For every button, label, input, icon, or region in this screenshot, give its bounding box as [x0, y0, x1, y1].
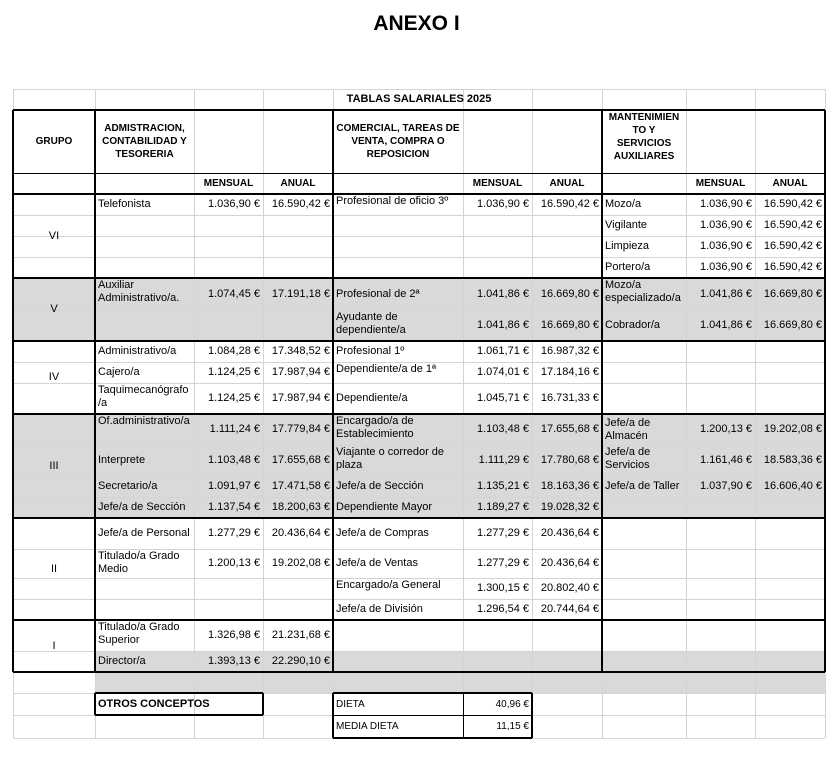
header-anual: ANUAL: [549, 178, 585, 189]
otros-conceptos-label: OTROS CONCEPTOS: [98, 697, 210, 710]
monthly-salary: 1.124,25 €: [208, 392, 260, 404]
monthly-salary: 1.074,45 €: [208, 287, 260, 300]
category-comercial: Viajante o corredor de plaza: [336, 446, 445, 471]
concepto-value: 40,96 €: [495, 698, 529, 710]
annual-salary: 17.987,94 €: [271, 366, 330, 378]
category-admin: Secretario/a: [98, 480, 158, 492]
annual-salary: 17.184,16 €: [540, 366, 599, 378]
rule: [94, 693, 96, 715]
monthly-salary: 1.036,90 €: [700, 219, 752, 231]
rule: [333, 737, 532, 739]
monthly-salary: 1.200,13 €: [700, 423, 752, 435]
category-admin: Jefe/a de Personal: [98, 527, 190, 539]
annual-salary: 16.590,42 €: [763, 198, 822, 210]
annual-salary: 16.669,80 €: [763, 319, 822, 331]
category-comercial: Ayudante de dependiente/a: [336, 311, 406, 336]
concepto-label: DIETA: [336, 698, 365, 710]
monthly-salary: 1.300,15 €: [477, 582, 529, 594]
rule: [332, 693, 334, 738]
monthly-salary: 1.277,29 €: [208, 527, 260, 539]
header-anual: ANUAL: [772, 178, 808, 189]
annual-salary: 20.744,64 €: [540, 603, 599, 615]
rule: [95, 714, 263, 716]
category-comercial: Encargado/a de Establecimiento: [336, 415, 414, 440]
header-anual: ANUAL: [280, 178, 316, 189]
monthly-salary: 1.296,54 €: [477, 603, 529, 615]
annual-salary: 17.655,68 €: [271, 454, 330, 466]
category-mant: Vigilante: [605, 219, 647, 231]
monthly-salary: 1.041,86 €: [700, 287, 752, 300]
category-mant: Mozo/a especializado/a: [605, 279, 681, 304]
category-comercial: Jefe/a de Sección: [336, 480, 424, 492]
monthly-salary: 1.326,98 €: [208, 629, 260, 641]
annual-salary: 17.655,68 €: [540, 423, 599, 435]
monthly-salary: 1.036,90 €: [208, 198, 260, 210]
header-mensual: MENSUAL: [472, 178, 523, 189]
group-label: III: [49, 459, 59, 472]
category-admin: Cajero/a: [98, 366, 140, 378]
rule: [13, 109, 825, 111]
group-label: I: [52, 639, 56, 652]
annual-salary: 16.590,42 €: [271, 198, 330, 210]
monthly-salary: 1.036,90 €: [477, 198, 529, 210]
header-comercial: COMERCIAL, TAREAS DE VENTA, COMPRA O REPOSICION: [336, 123, 460, 160]
annual-salary: 16.669,80 €: [540, 287, 599, 300]
rule: [13, 193, 825, 195]
rule: [13, 340, 825, 342]
rule: [332, 110, 334, 672]
category-admin: Titulado/a Grado Superior: [98, 621, 180, 646]
rule: [824, 110, 826, 672]
annual-salary: 17.471,58 €: [271, 480, 330, 492]
category-comercial: Profesional de 2ª: [336, 287, 420, 300]
rule: [13, 277, 825, 279]
category-comercial: Profesional 1º: [336, 345, 405, 357]
monthly-salary: 1.036,90 €: [700, 240, 752, 252]
category-admin: Of.administrativo/a: [98, 415, 190, 427]
group-label: IV: [48, 371, 60, 383]
annual-salary: 16.590,42 €: [763, 240, 822, 252]
annual-salary: 17.779,84 €: [271, 423, 330, 435]
monthly-salary: 1.277,29 €: [477, 557, 529, 569]
monthly-salary: 1.036,90 €: [700, 261, 752, 273]
annual-salary: 20.436,64 €: [271, 527, 330, 539]
monthly-salary: 1.277,29 €: [477, 527, 529, 539]
category-comercial: Jefe/a de División: [336, 603, 423, 615]
category-comercial: Dependiente/a de 1ª: [336, 363, 437, 375]
header-administracion: ADMISTRACION, CONTABILIDAD Y TESORERIA: [102, 123, 187, 160]
annual-salary: 17.780,68 €: [540, 454, 599, 466]
table-title: TABLAS SALARIALES 2025: [346, 93, 492, 105]
header-mantenimiento: MANTENIMIEN TO Y SERVICIOS AUXILIARES: [608, 112, 680, 162]
annual-salary: 19.028,32 €: [540, 501, 599, 513]
rule: [333, 715, 532, 716]
monthly-salary: 1.041,86 €: [477, 319, 529, 331]
category-comercial: Dependiente Mayor: [336, 501, 433, 513]
annual-salary: 20.436,64 €: [540, 557, 599, 569]
concepto-value: 11,15 €: [496, 721, 529, 732]
header-grupo: GRUPO: [35, 136, 73, 147]
salary-table-sheet: [13, 89, 825, 739]
rule: [13, 173, 825, 174]
category-admin: Auxiliar Administrativo/a.: [98, 279, 180, 304]
monthly-salary: 1.135,21 €: [477, 480, 529, 492]
concepto-label: MEDIA DIETA: [336, 721, 399, 732]
rule: [463, 693, 464, 738]
annual-salary: 21.231,68 €: [271, 629, 330, 641]
annual-salary: 16.987,32 €: [540, 345, 599, 357]
monthly-salary: 1.045,71 €: [477, 392, 529, 404]
annual-salary: 16.731,33 €: [540, 392, 599, 404]
monthly-salary: 1.189,27 €: [477, 501, 529, 513]
annual-salary: 22.290,10 €: [271, 655, 330, 667]
category-comercial: Profesional de oficio 3º: [336, 195, 449, 207]
annual-salary: 20.436,64 €: [540, 527, 599, 539]
category-mant: Jefe/a de Taller: [605, 480, 680, 492]
monthly-salary: 1.091,97 €: [208, 480, 260, 492]
annual-salary: 16.590,42 €: [763, 219, 822, 231]
category-mant: Jefe/a de Almacén: [605, 416, 651, 442]
monthly-salary: 1.103,48 €: [477, 423, 529, 435]
category-mant: Cobrador/a: [605, 319, 661, 331]
group-label: VI: [48, 229, 60, 242]
category-mant: Portero/a: [605, 261, 651, 273]
monthly-salary: 1.041,86 €: [700, 319, 752, 331]
annual-salary: 19.202,08 €: [763, 423, 822, 435]
rule: [13, 413, 825, 415]
monthly-salary: 1.061,71 €: [477, 345, 529, 357]
annual-salary: 18.583,36 €: [763, 454, 822, 466]
monthly-salary: 1.393,13 €: [208, 655, 260, 667]
monthly-salary: 1.041,86 €: [477, 287, 529, 300]
category-comercial: Jefe/a de Ventas: [336, 557, 418, 569]
annual-salary: 16.606,40 €: [763, 480, 822, 492]
monthly-salary: 1.111,29 €: [478, 454, 529, 466]
category-comercial: Encargado/a General: [336, 579, 441, 591]
monthly-salary: 1.084,28 €: [208, 345, 260, 357]
monthly-salary: 1.074,01 €: [477, 366, 529, 378]
monthly-salary: 1.161,46 €: [700, 454, 752, 466]
rule: [601, 110, 603, 672]
rule: [13, 671, 825, 673]
monthly-salary: 1.137,54 €: [208, 501, 260, 513]
annual-salary: 16.590,42 €: [763, 261, 822, 273]
category-admin: Director/a: [98, 655, 146, 667]
category-admin: Titulado/a Grado Medio: [98, 550, 180, 575]
monthly-salary: 1.037,90 €: [700, 480, 752, 492]
header-mensual: MENSUAL: [695, 178, 746, 189]
rule: [12, 110, 14, 672]
rule: [13, 619, 825, 621]
annual-salary: 17.348,52 €: [271, 345, 330, 357]
rule: [333, 692, 532, 694]
category-admin: Administrativo/a: [98, 345, 177, 357]
annual-salary: 16.669,80 €: [763, 287, 822, 300]
group-label: II: [50, 562, 58, 575]
annual-salary: 18.200,63 €: [271, 501, 330, 513]
annual-salary: 17.191,18 €: [271, 287, 330, 300]
document-title: ANEXO I: [373, 12, 460, 35]
annual-salary: 18.163,36 €: [540, 480, 599, 492]
category-comercial: Jefe/a de Compras: [336, 527, 429, 539]
category-admin: Jefe/a de Sección: [98, 501, 186, 513]
monthly-salary: 1.111,24 €: [209, 423, 260, 435]
category-mant: Limpieza: [605, 240, 650, 252]
rule: [531, 693, 533, 738]
annual-salary: 20.802,40 €: [540, 582, 599, 594]
annual-salary: 19.202,08 €: [271, 557, 330, 569]
header-mensual: MENSUAL: [203, 178, 254, 189]
category-mant: Mozo/a: [605, 198, 642, 210]
rule: [13, 517, 825, 519]
rule: [94, 110, 96, 672]
monthly-salary: 1.124,25 €: [208, 366, 260, 378]
monthly-salary: 1.036,90 €: [700, 198, 752, 210]
annual-salary: 17.987,94 €: [271, 392, 330, 404]
category-admin: Taquimecanógrafo /a: [98, 384, 189, 409]
annual-salary: 16.669,80 €: [540, 319, 599, 331]
group-label: V: [50, 303, 58, 315]
category-admin: Telefonista: [98, 198, 151, 210]
rule: [262, 693, 264, 715]
annual-salary: 16.590,42 €: [540, 198, 599, 210]
category-admin: Interprete: [98, 454, 146, 466]
category-mant: Jefe/a de Servicios: [605, 446, 651, 471]
rule: [95, 692, 263, 694]
monthly-salary: 1.103,48 €: [208, 454, 260, 466]
category-comercial: Dependiente/a: [336, 392, 408, 404]
monthly-salary: 1.200,13 €: [208, 557, 260, 569]
